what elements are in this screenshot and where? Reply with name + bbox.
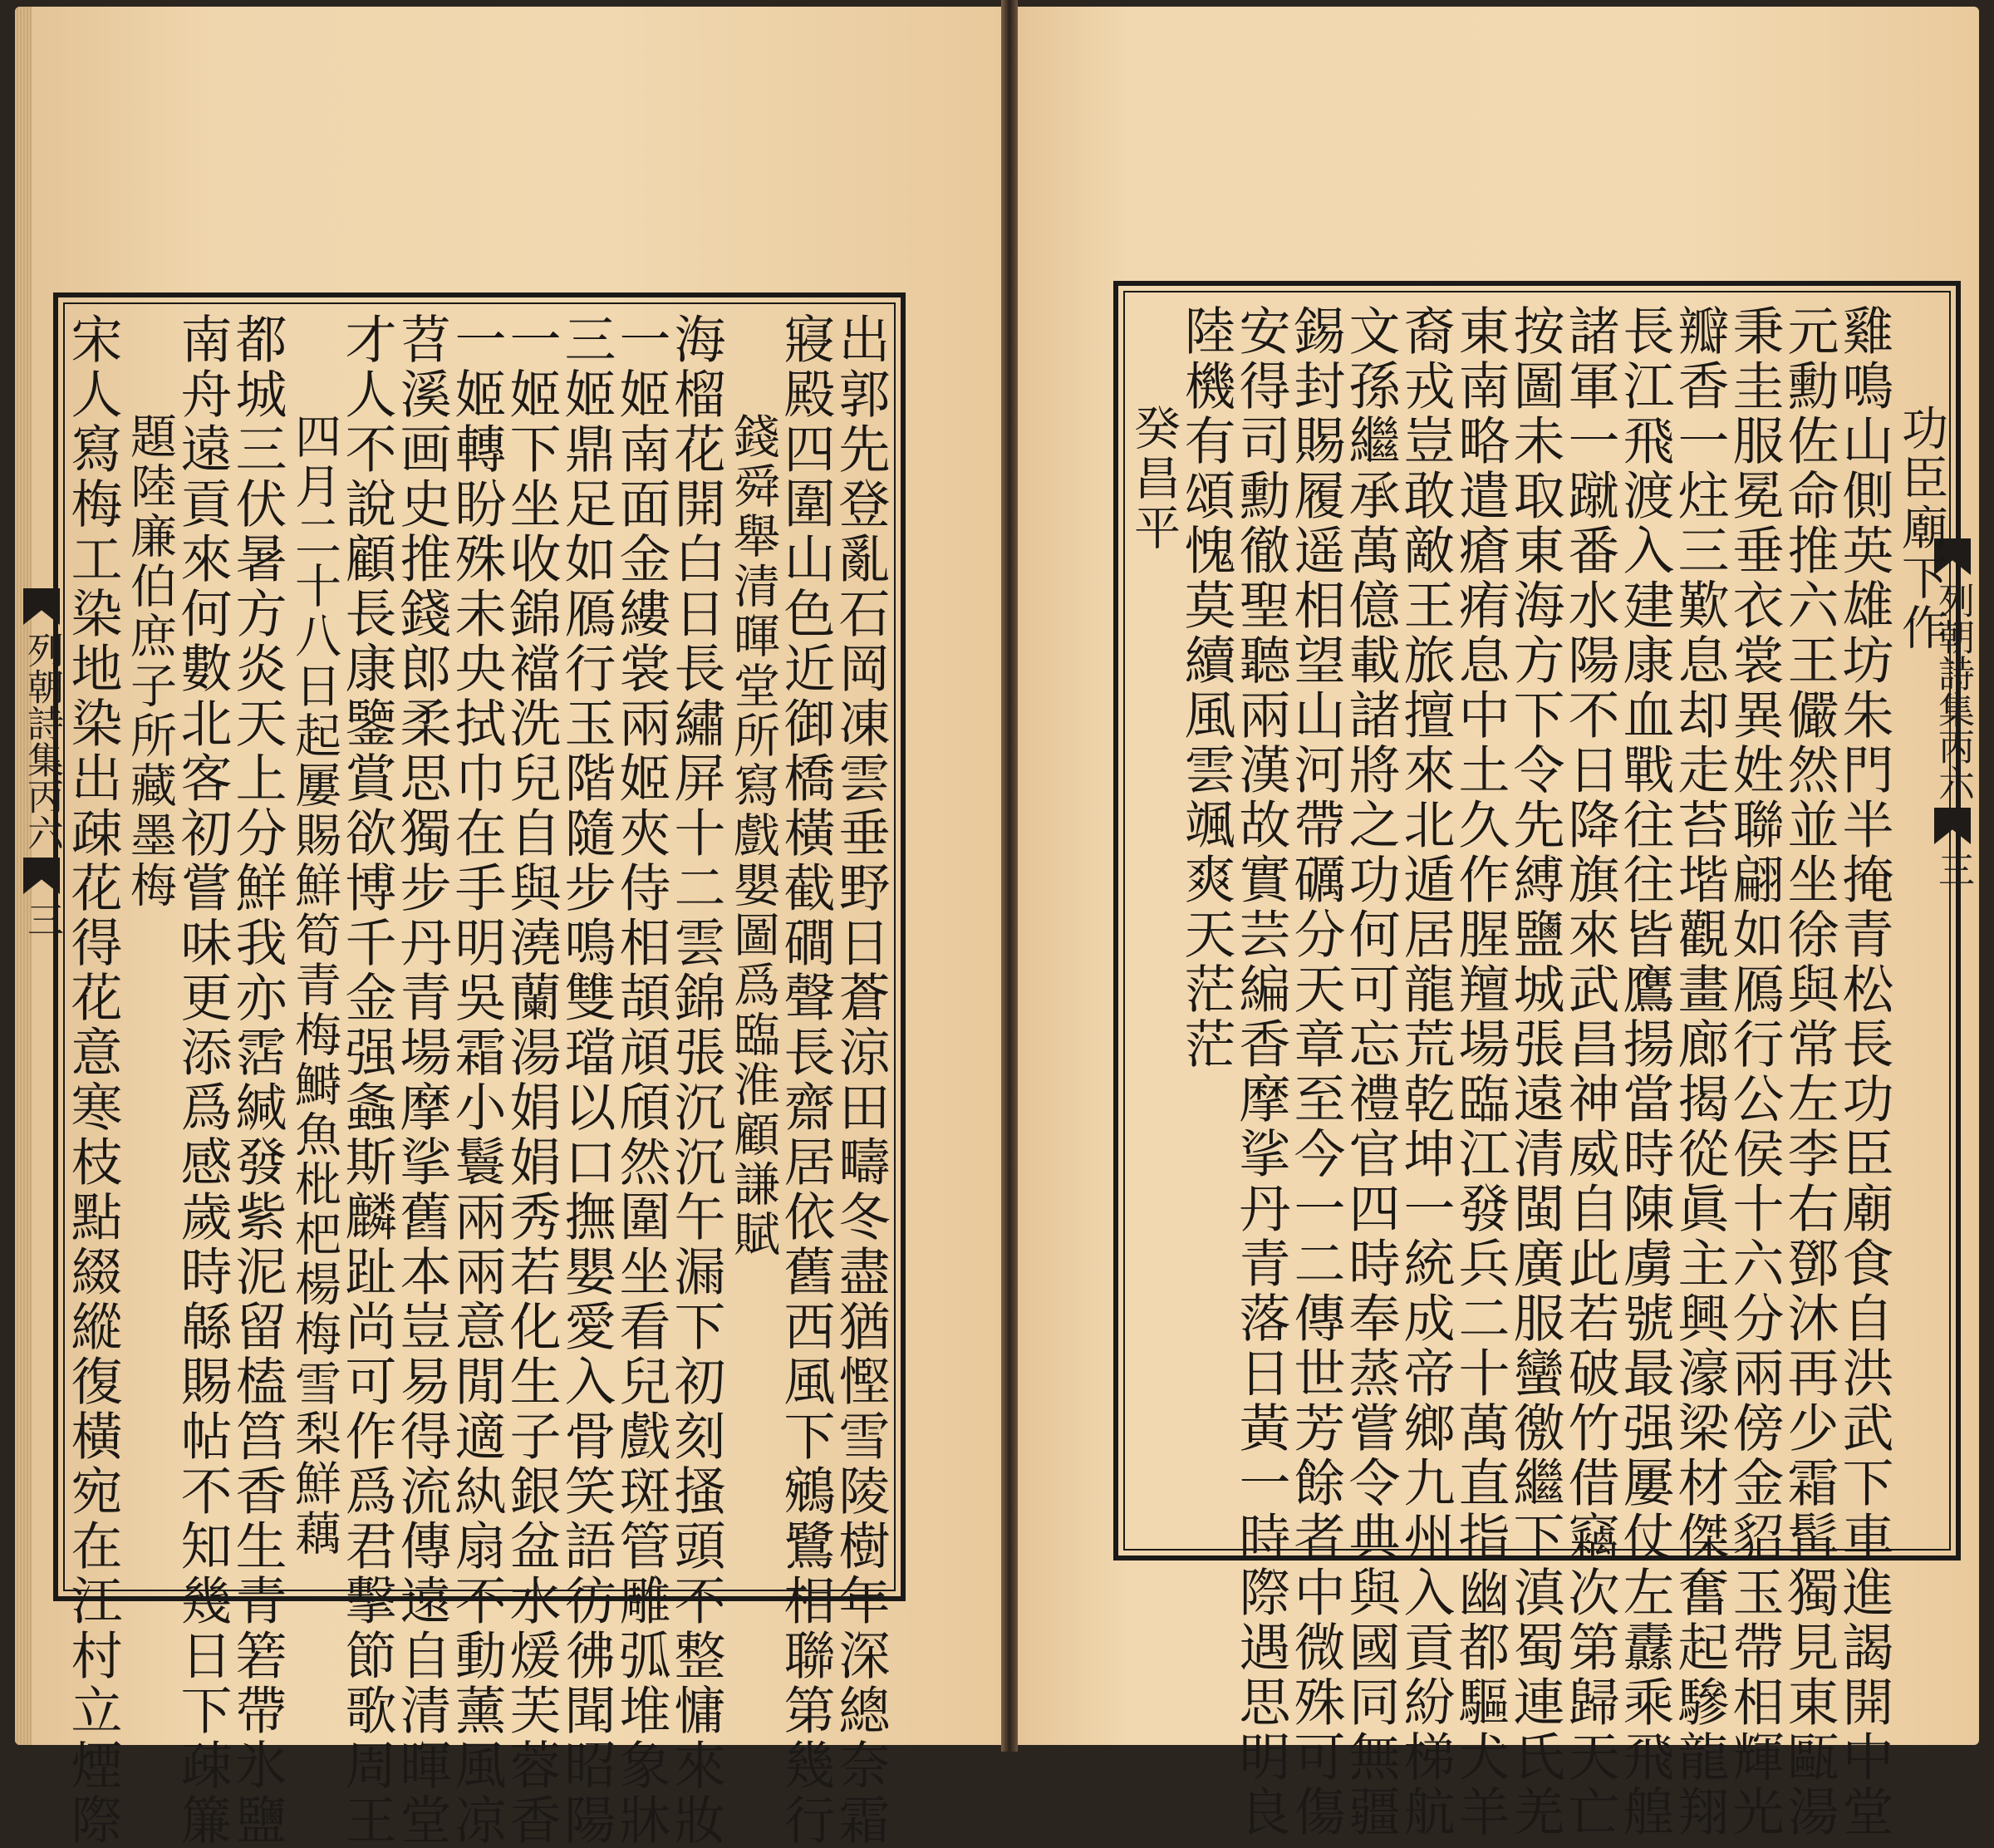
right-banxin-title: 列朝詩集丙六 [1932, 582, 1974, 801]
text-column: 按圖未取東海方下令先縛鹽城張遠清閩廣服蠻徼繼下滇蜀連氏羌 [1505, 304, 1565, 1840]
text-column: 宋人寫梅工染地染出疎花得花意寒枝點綴縱復橫宛在江村立煙際 [62, 312, 123, 1848]
left-banxin-title: 列朝詩集丙六 [21, 632, 63, 851]
text-column: 文孫繼承萬億載諸將之功何可忘禮官四時奉蒸嘗令典與國同無疆 [1340, 304, 1401, 1840]
text-column: 元勳佐命推六王儼然並坐徐與常左李右鄧沐再少霜髯獨見東甌湯 [1779, 304, 1839, 1840]
text-column: 才人不說顧長康鑒賞欲博千金强螽斯麟趾尚可作爲君擊節歌周王 [336, 312, 397, 1848]
left-page-text [62, 312, 891, 1848]
text-column: 諸軍一蹴番水陽不日降旗來武昌神威自此若破竹借竊次第歸天亡 [1559, 304, 1620, 1840]
text-column: 雞鳴山側英雄坊朱門半掩青松長功臣廟食自洪武下車進謁開中堂 [1834, 304, 1894, 1840]
text-column: 三姬鼎足如鴈行玉階隨步鳴雙璫以口撫嬰愛入骨笑語彷彿聞昭陽 [556, 312, 616, 1848]
text-column: 長江飛渡入建康血戰往往皆鷹揚當時陳虜號最强屢仗左纛乘飛艎 [1614, 304, 1675, 1840]
text-column: 一姬轉盼殊未央拭巾在手明吳霜小鬟兩兩意閒適紈扇不動薰風凉 [446, 312, 507, 1848]
text-column: 南舟遠貢來何數北客初嘗味更添爲感歲時緜賜帖不知幾日下疎簾 [172, 312, 233, 1848]
text-column: 秉圭服冕垂衣裳異姓聯翩如鴈行公侯十六分兩傍金貂玉帶相輝光 [1724, 304, 1785, 1840]
poem-title-column: 癸昌平 [1127, 404, 1181, 553]
poem-title-column: 四月二十八日起屢賜鮮筍青梅鰣魚枇杷楊梅雪梨鮮藕 [287, 412, 341, 1559]
left-banxin [17, 582, 66, 937]
text-column: 安得司勳徹聖聽兩漢故實芸編香摩挲丹青落日黃一時際遇思明良 [1230, 304, 1291, 1840]
text-column: 海榴花開白日長繡屏十二雲錦張沉沉午漏下初刻搔頭不整慵來妝 [665, 312, 726, 1848]
poem-title-column: 題陸廉伯庶子所藏墨梅 [123, 412, 177, 911]
text-column: 苕溪画史推錢郎柔思獨步丹青場摩挲舊本豈易得流傳遠自清暉堂 [391, 312, 452, 1848]
text-column: 裔戎豈敢敵王旅擅來北遁居龍荒乾坤一統成帝鄉九州入貢紛梯航 [1395, 304, 1456, 1840]
left-folio: 三 [21, 901, 63, 937]
text-column: 瓣香一炷三歎息却走苔堦觀畫廊揭從眞主興濠梁材傑奮起驂龍翔 [1669, 304, 1730, 1840]
fish-tail-mark [23, 588, 60, 625]
text-column: 陸機有頌愧莫續風雲颯爽天茫茫 [1176, 304, 1236, 1072]
text-column: 一姬下坐收錦襠洗兒自與澆蘭湯娟娟秀若化生子銀盆水煖芙蓉香 [501, 312, 562, 1848]
fish-tail-mark [23, 858, 60, 894]
poem-title-column: 功臣廟下作 [1894, 404, 1948, 653]
text-column: 東南略遣瘡痏息中土久作腥羶場臨江發兵二十萬直指幽都驅犬羊 [1450, 304, 1510, 1840]
book-gutter [1001, 0, 1018, 1752]
text-column: 出郭先登亂石岡凍雲垂野日蒼涼田疇冬盡猶慳雪陵樹年深總奈霜 [830, 312, 891, 1848]
right-folio: 三 [1932, 851, 1974, 887]
right-page-text [1122, 304, 1948, 1840]
text-column: 一姬南面金縷裳兩姬夾侍相頡頏頎然圍坐看兒戲斑管雕弧堆象牀 [611, 312, 671, 1848]
text-column: 錫封賜履遥相望山河帶礪分天章至今一二傳世芳餘者中微殊可傷 [1285, 304, 1346, 1840]
text-column: 都城三伏暑方炎天上分鮮我亦霑緘發紫泥留榼筥香生青箬帶氷鹽 [227, 312, 287, 1848]
text-column: 寢殿四圍山色近御橋橫截磵聲長齋居依舊西風下鵷鷺相聯第幾行 [775, 312, 836, 1848]
poem-title-column: 錢舜舉清暉堂所寫戲嬰圖爲臨淮顧謙賦 [726, 412, 780, 1260]
